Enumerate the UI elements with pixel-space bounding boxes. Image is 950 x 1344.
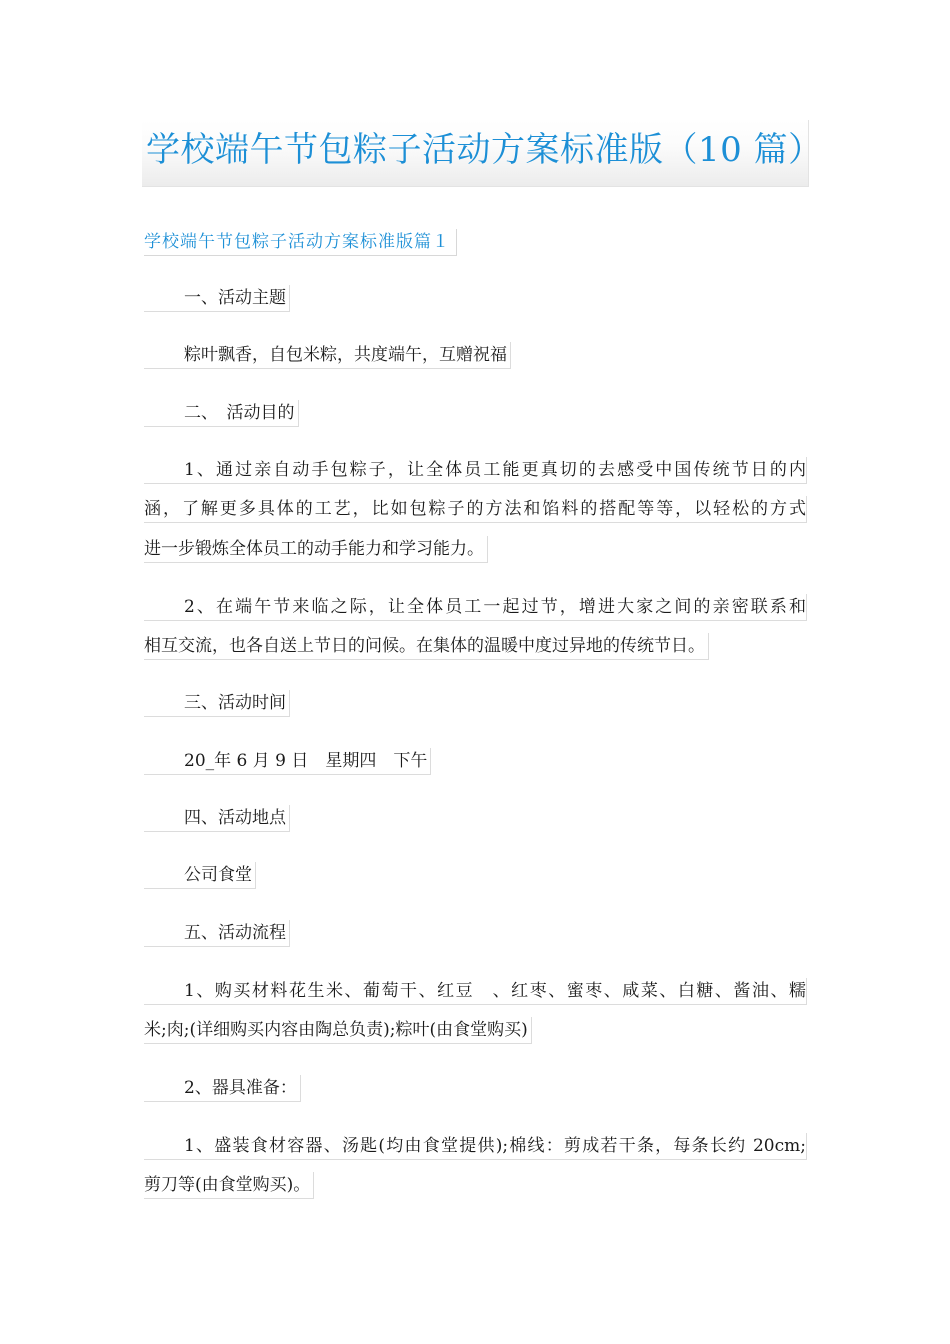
flow1-line-2: 米;肉;(详细购买内容由陶总负责);粽叶(由食堂购买) (144, 1017, 532, 1044)
heading-time: 三、活动时间 (144, 690, 290, 717)
heading-flow: 五、活动流程 (144, 920, 290, 947)
goal2-line-1: 2、在端午节来临之际，让全体员工一起过节，增进大家之间的亲密联系和 (144, 594, 807, 621)
time-text: 20_年 6 月 9 日 星期四 下午 (144, 748, 431, 775)
heading-theme: 一、活动主题 (144, 285, 290, 312)
place-text: 公司食堂 (144, 862, 256, 889)
flow1-line-1: 1、购买材料花生米、葡萄干、红豆 、红枣、蜜枣、咸菜、白糖、酱油、糯 (144, 978, 807, 1005)
heading-place: 四、活动地点 (144, 805, 290, 832)
flow3-line-2: 剪刀等(由食堂购买)。 (144, 1172, 314, 1199)
goal2-line-2: 相互交流，也各自送上节日的问候。在集体的温暖中度过异地的传统节日。 (144, 633, 709, 660)
theme-text: 粽叶飘香，自包米粽，共度端午，互赠祝福 (144, 342, 511, 369)
goal1-line-1: 1、通过亲自动手包粽子，让全体员工能更真切的去感受中国传统节日的内 (144, 457, 807, 484)
heading-goal: 二、 活动目的 (144, 400, 299, 427)
goal1-line-3: 进一步锻炼全体员工的动手能力和学习能力。 (144, 536, 488, 563)
flow2-text: 2、器具准备： (144, 1075, 301, 1102)
goal1-line-2: 涵，了解更多具体的工艺，比如包粽子的方法和馅料的搭配等等，以轻松的方式 (144, 496, 807, 523)
flow3-line-1: 1、盛装食材容器、汤匙(均由食堂提供);棉线：剪成若干条，每条长约 20cm; (144, 1133, 807, 1160)
page-title: 学校端午节包粽子活动方案标准版（10 篇） (146, 130, 823, 170)
section-heading: 学校端午节包粽子活动方案标准版篇１ (144, 229, 457, 256)
